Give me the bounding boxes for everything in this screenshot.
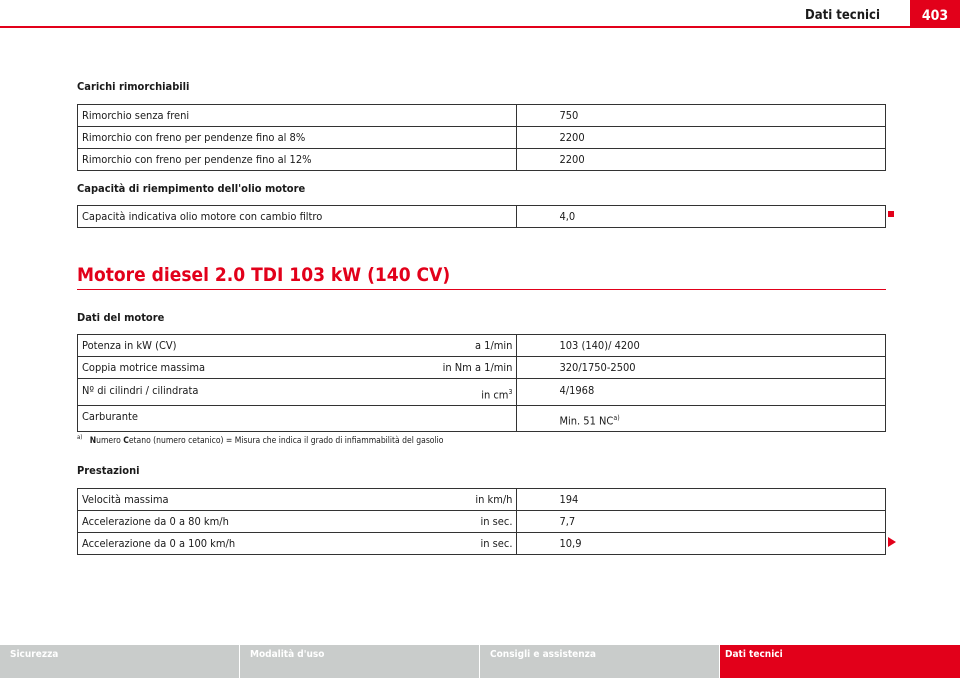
oil-heading: Capacità di riempimento dell'olio motore [77, 182, 306, 195]
row-label: Carburante [78, 406, 303, 432]
footnote-text: umero [96, 435, 124, 446]
row-label: Coppia motrice massima [78, 357, 303, 379]
row-label: Potenza in kW (CV) [78, 335, 303, 357]
table-row [78, 357, 886, 379]
header-rule [0, 26, 960, 28]
footnote-bold-n: N [89, 435, 97, 446]
table-row [78, 206, 886, 228]
row-value: 10,9 [517, 533, 886, 555]
footer-nav [0, 645, 960, 678]
table-row [78, 127, 886, 149]
table-row [78, 533, 886, 555]
oil-table [77, 205, 886, 228]
table-row [78, 489, 886, 511]
row-unit-cell [302, 379, 517, 406]
footer-tab-label: Consigli e assistenza [490, 649, 596, 660]
table-row [78, 379, 886, 406]
table-row [78, 105, 886, 127]
row-label: Accelerazione da 0 a 100 km/h [78, 533, 303, 555]
row-label: Accelerazione da 0 a 80 km/h [78, 511, 303, 533]
footnote-bold-c: C [123, 435, 129, 446]
section-title: Motore diesel 2.0 TDI 103 kW (140 CV) [77, 264, 451, 286]
row-value: 2200 [517, 127, 886, 149]
end-of-section-marker [888, 211, 894, 217]
row-unit: in sec. [302, 533, 517, 555]
row-label: Rimorchio con freno per pendenze fino al 12% [78, 149, 517, 171]
performance-heading: Prestazioni [77, 464, 140, 477]
footnote-reference: a) [613, 414, 620, 423]
row-label: Rimorchio con freno per pendenze fino al 8% [78, 127, 517, 149]
footer-tab-label: Sicurezza [10, 649, 59, 660]
row-label: Nº di cilindri / cilindrata [78, 379, 303, 406]
row-value: 2200 [517, 149, 886, 171]
page-header-title: Dati tecnici [805, 8, 880, 23]
footer-tab-modalita-uso[interactable] [240, 645, 480, 678]
row-value: Min. 51 NC [559, 415, 614, 428]
footer-tab-sicurezza[interactable] [0, 645, 240, 678]
row-unit: in cm [481, 389, 509, 402]
table-row [78, 406, 886, 432]
trailers-table [77, 104, 886, 171]
table-row [78, 511, 886, 533]
footer-tab-dati-tecnici[interactable] [720, 645, 960, 678]
row-unit: in Nm a 1/min [302, 357, 517, 379]
footnote-marker: a) [77, 434, 83, 441]
row-label: Velocità massima [78, 489, 303, 511]
row-value: 7,7 [517, 511, 886, 533]
row-label: Capacità indicativa olio motore con cambio filtro [78, 206, 517, 228]
trailers-heading: Carichi rimorchiabili [77, 80, 190, 93]
footer-tab-label: Dati tecnici [725, 649, 783, 660]
footer-tab-consigli-assistenza[interactable] [480, 645, 720, 678]
section-title-rule [77, 289, 886, 290]
row-unit: a 1/min [302, 335, 517, 357]
footer-tab-label: Modalità d'uso [250, 649, 325, 660]
row-value-cell [517, 406, 886, 432]
performance-table [77, 488, 886, 555]
row-unit [302, 406, 517, 432]
row-unit: in sec. [302, 511, 517, 533]
table-row [78, 335, 886, 357]
table-row [78, 149, 886, 171]
footnote-text: etano (numero cetanico) = Misura che indica il grado di infiammabilità del gasolio [128, 435, 444, 446]
continue-arrow-icon [888, 537, 896, 547]
row-value: 750 [517, 105, 886, 127]
row-value: 103 (140)/ 4200 [517, 335, 886, 357]
footnote [77, 434, 443, 446]
row-value: 194 [517, 489, 886, 511]
engine-table [77, 334, 886, 432]
row-value: 4,0 [517, 206, 886, 228]
unit-superscript: 3 [508, 388, 513, 397]
page-number: 403 [910, 0, 960, 27]
row-value: 4/1968 [517, 379, 886, 406]
engine-heading: Dati del motore [77, 311, 165, 324]
row-value: 320/1750-2500 [517, 357, 886, 379]
row-label: Rimorchio senza freni [78, 105, 517, 127]
row-unit: in km/h [302, 489, 517, 511]
